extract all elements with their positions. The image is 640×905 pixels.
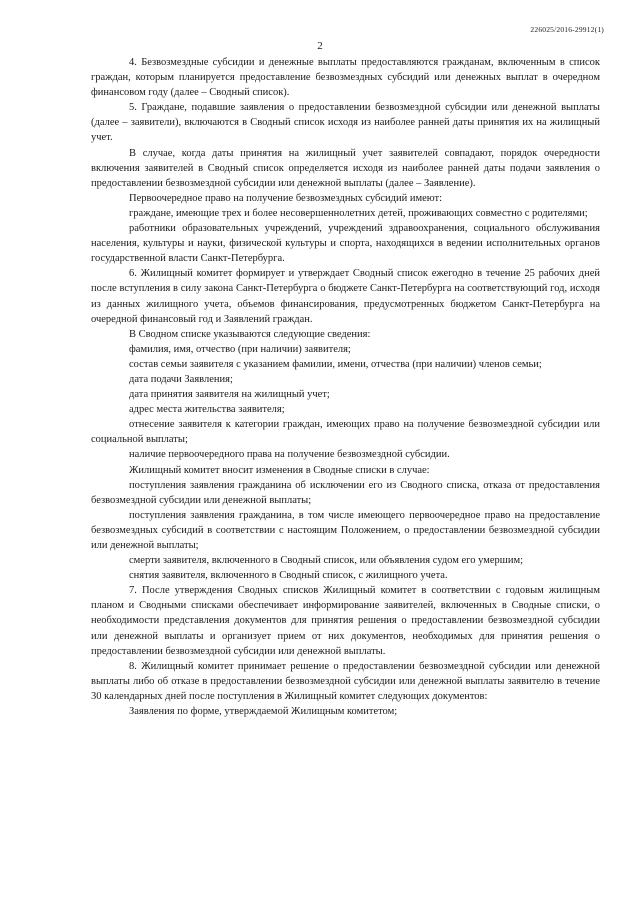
paragraph: отнесение заявителя к категории граждан, имеющих право на получение безвозмездной субсидии или социальной выплаты; — [91, 419, 600, 446]
paragraph: фамилия, имя, отчество (при наличии) заявителя; — [129, 343, 351, 355]
paragraph: 7. После утверждения Сводных списков Жилищный комитет в соответствии с годовым жилищным планом и Сводными списками обеспечивает информирование заявителей, включенных в Сводные списки, о необходимости представления документов для принятия решения о предоставлении безвозмездной субсидии или денежной выплаты и организует прием от них документов, необходимых для принятия решения о предоставлении безвозмездной субсидии или денежной выплаты. — [91, 585, 600, 657]
paragraph: Первоочередное право на получение безвозмездных субсидий имеют: — [129, 192, 442, 204]
paragraph: 8. Жилищный комитет принимает решение о предоставлении безвозмездной субсидии или денежной выплаты либо об отказе в предоставлении безвозмездной субсидии или денежной выплаты заявителю в течение 30 календарных дней после поступления в Жилищный комитет следующих документов: — [91, 660, 600, 702]
paragraph: дата подачи Заявления; — [129, 373, 233, 385]
paragraph: поступления заявления гражданина об исключении его из Сводного списка, отказа от предоставления безвозмездной субсидии или денежной выплаты; — [91, 479, 600, 506]
paragraph: смерти заявителя, включенного в Сводный список, или объявления судом его умершим; — [129, 555, 524, 567]
paragraph: состав семьи заявителя с указанием фамилии, имени, отчества (при наличии) членов семьи; — [129, 358, 542, 370]
paragraph: дата принятия заявителя на жилищный учет; — [129, 389, 330, 401]
paragraph: поступления заявления гражданина, в том числе имеющего первоочередное право на предоставление безвозмездных субсидий в соответствии с настоящим Положением, о предоставлении безвозмездной субсидии или денежной выплаты; — [91, 509, 600, 551]
registration-number: 226025/2016-29912(1) — [530, 25, 604, 34]
paragraph: 6. Жилищный комитет формирует и утверждает Сводный список ежегодно в течение 25 рабочих дней после вступления в силу закона Санкт-Петербурга о бюджете Санкт-Петербурга на соответствующий год, исходя из данных жилищного учета, объемов финансирования, предусмотренных бюджетом Санкт-Петербурга на очередной финансовый год и Заявлений граждан. — [91, 268, 600, 325]
paragraph: 4. Безвозмездные субсидии и денежные выплаты предоставляются гражданам, включенным в список граждан, которым планируется предоставление безвозмездных субсидий или денежных выплат в очередном финансовом году (далее – Сводный список). — [91, 57, 600, 99]
paragraph: 5. Граждане, подавшие заявления о предоставлении безвозмездной субсидии или денежной выплаты (далее – заявители), включаются в Сводный список исходя из наиболее ранней даты принятия их на жилищный учет. — [91, 102, 600, 144]
paragraph: Заявления по форме, утверждаемой Жилищным комитетом; — [129, 706, 398, 718]
paragraph: граждане, имеющие трех и более несовершеннолетних детей, проживающих совместно с родителями; — [129, 207, 588, 219]
paragraph: работники образовательных учреждений, учреждений здравоохранения, социального обслуживания населения, культуры и науки, физической культуры и спорта, находящихся в ведении исполнительных органов государственной власти Санкт-Петербурга. — [91, 223, 600, 265]
paragraph: снятия заявителя, включенного в Сводный список, с жилищного учета. — [129, 570, 448, 582]
paragraph: адрес места жительства заявителя; — [129, 404, 285, 416]
paragraph: Жилищный комитет вносит изменения в Сводные списки в случае: — [129, 464, 430, 476]
paragraph: В Сводном списке указываются следующие сведения: — [129, 328, 371, 340]
paragraph: В случае, когда даты принятия на жилищный учет заявителей совпадают, порядок очередности включения заявителей в Сводный список определяется исходя из наиболее ранней даты подачи заявления о предоставлении безвозмездной субсидии или денежной выплаты (далее – Заявление). — [91, 147, 600, 189]
page-number: 2 — [317, 40, 323, 52]
document-body — [91, 55, 600, 719]
paragraph: наличие первоочередного права на получение безвозмездной субсидии. — [129, 449, 450, 461]
